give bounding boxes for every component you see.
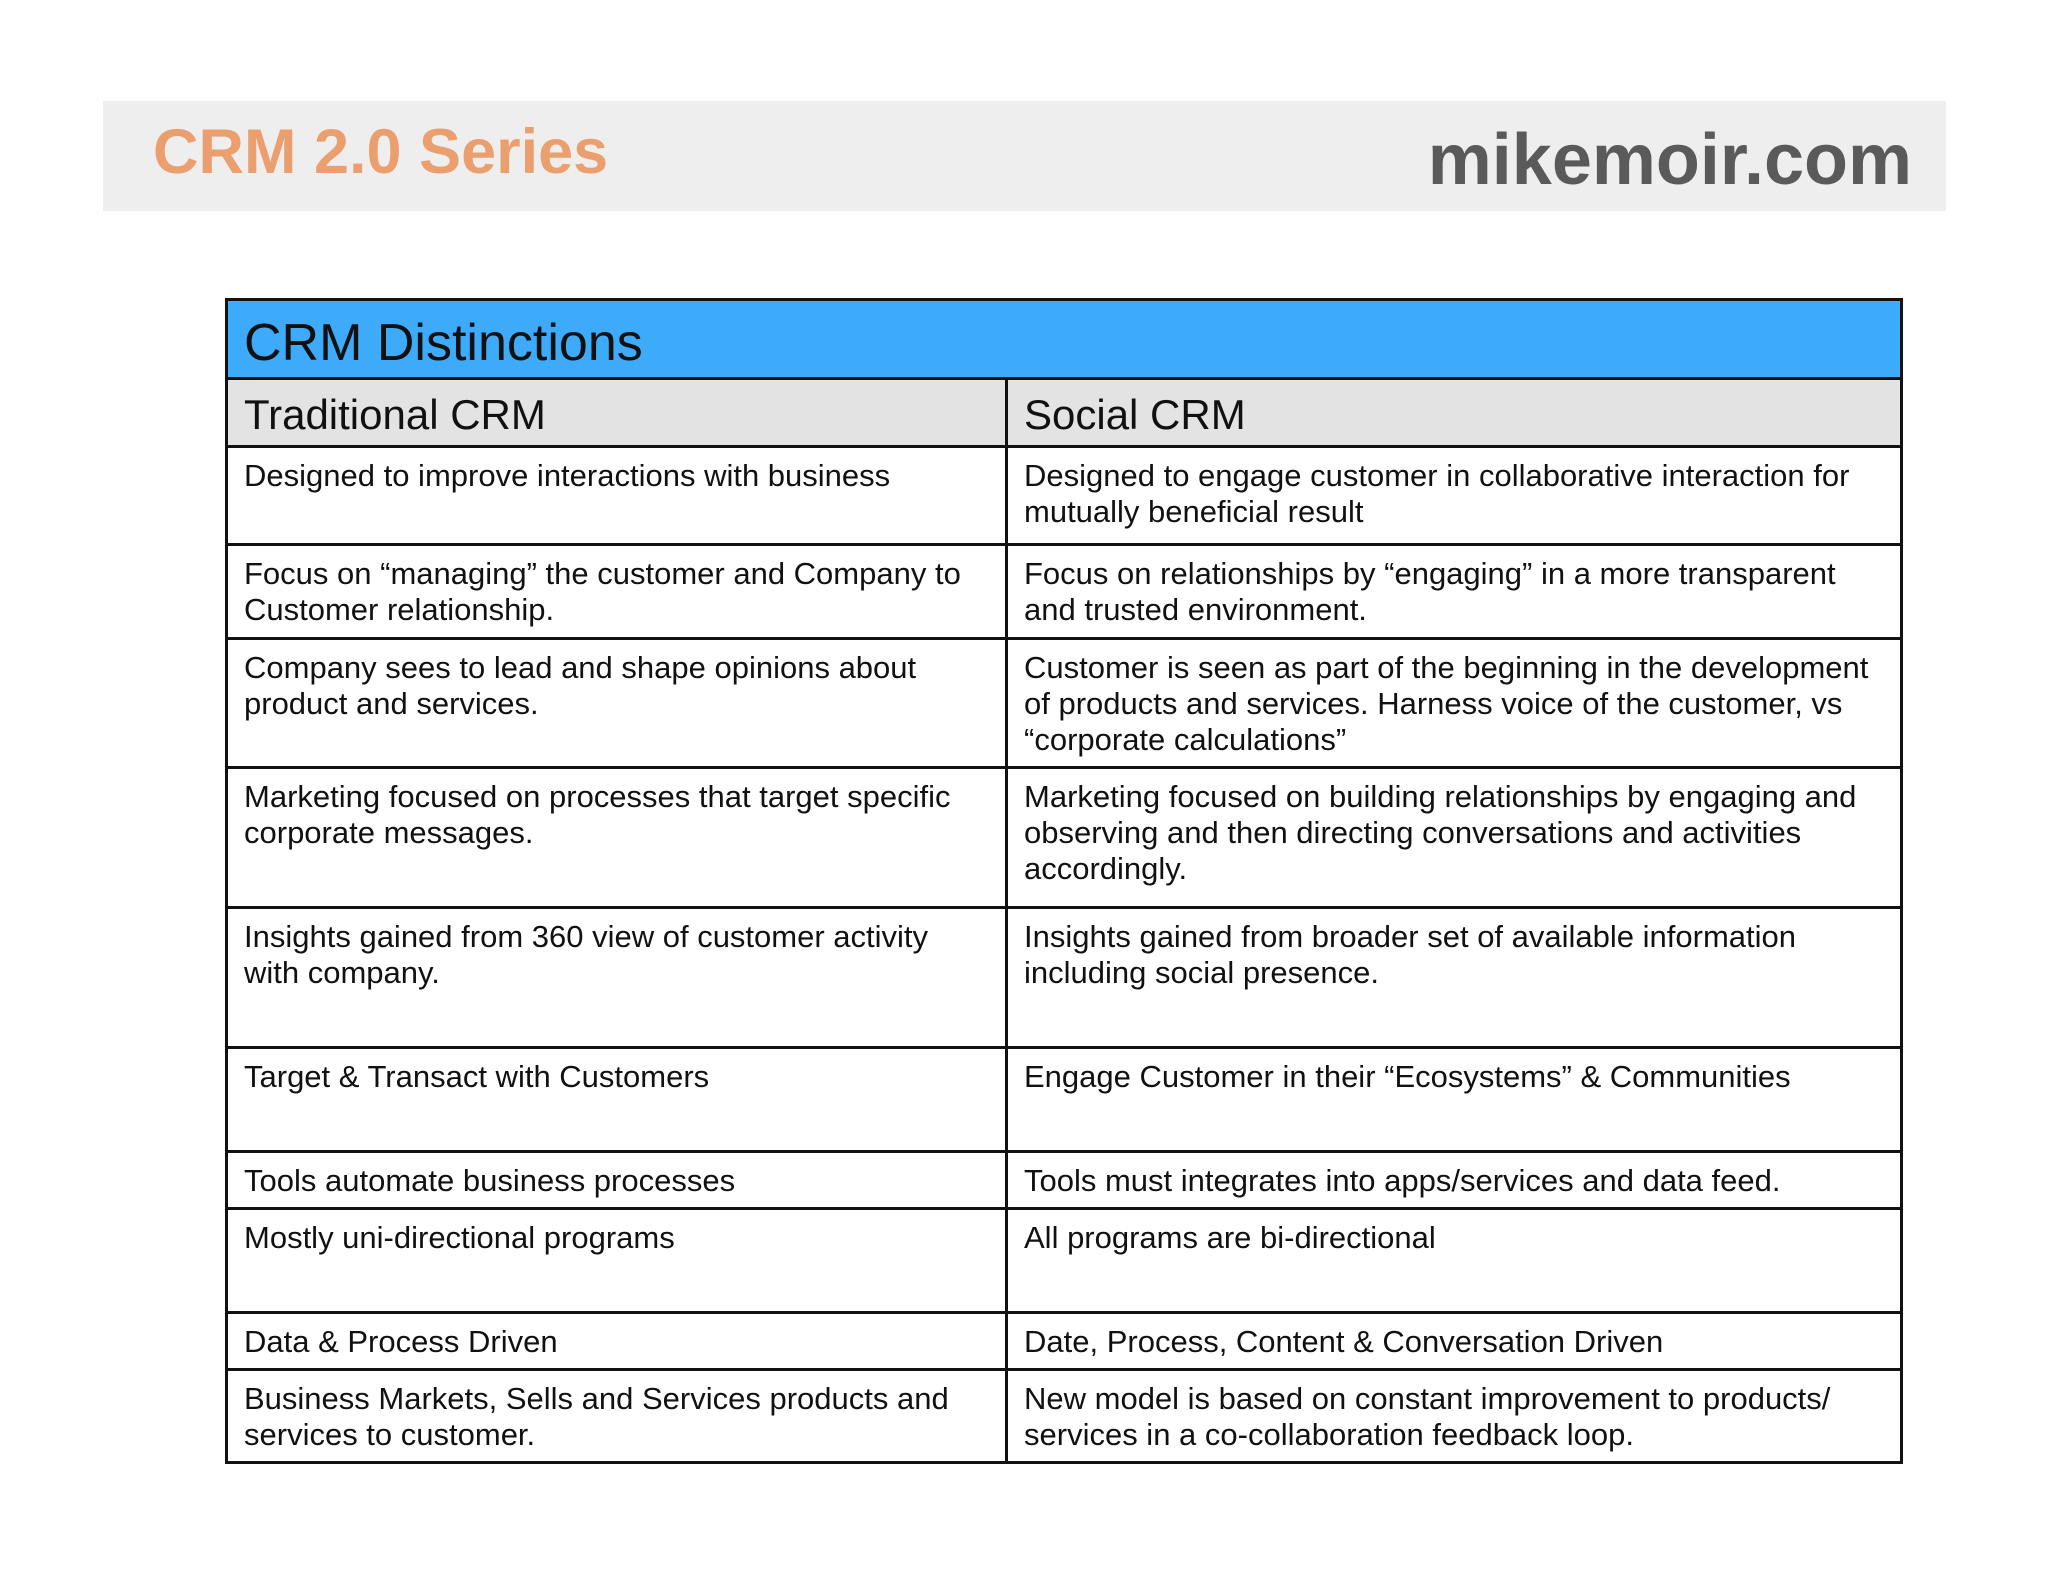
table-row (227, 639, 1902, 768)
table-row (227, 1313, 1902, 1370)
table-row (227, 545, 1902, 639)
social-cell: Insights gained from broader set of available information including social presence. (1007, 908, 1902, 1048)
traditional-cell: Tools automate business processes (227, 1152, 1007, 1209)
social-cell: Marketing focused on building relationships by engaging and observing and then directing conversations and activities accordingly. (1007, 768, 1902, 908)
social-cell: New model is based on constant improvement to products/ services in a co-collaboration feedback loop. (1007, 1370, 1902, 1463)
column-header-row (227, 379, 1902, 447)
table-row (227, 1048, 1902, 1152)
crm-distinctions-table (225, 298, 1903, 1464)
traditional-cell: Mostly uni-directional programs (227, 1209, 1007, 1313)
traditional-cell: Business Markets, Sells and Services products and services to customer. (227, 1370, 1007, 1463)
traditional-cell: Target & Transact with Customers (227, 1048, 1007, 1152)
social-cell: Engage Customer in their “Ecosystems” & Communities (1007, 1048, 1902, 1152)
social-cell: Designed to engage customer in collaborative interaction for mutually beneficial result (1007, 447, 1902, 545)
table-row (227, 1209, 1902, 1313)
traditional-cell: Focus on “managing” the customer and Company to Customer relationship. (227, 545, 1007, 639)
table-row (227, 447, 1902, 545)
table-title-row (227, 300, 1902, 379)
site-name: mikemoir.com (1427, 120, 1912, 200)
table-title: CRM Distinctions (227, 300, 1902, 379)
social-cell: Tools must integrates into apps/services and data feed. (1007, 1152, 1902, 1209)
table-row (227, 1370, 1902, 1463)
traditional-cell: Marketing focused on processes that target specific corporate messages. (227, 768, 1007, 908)
table-row (227, 908, 1902, 1048)
table-row (227, 768, 1902, 908)
traditional-cell: Insights gained from 360 view of customer activity with company. (227, 908, 1007, 1048)
traditional-cell: Company sees to lead and shape opinions about product and services. (227, 639, 1007, 768)
social-cell: All programs are bi-directional (1007, 1209, 1902, 1313)
series-title: CRM 2.0 Series (153, 117, 609, 187)
social-cell: Focus on relationships by “engaging” in a more transparent and trusted environment. (1007, 545, 1902, 639)
social-cell: Customer is seen as part of the beginning in the development of products and services. Harness voice of the customer, vs “corporate calculations” (1007, 639, 1902, 768)
column-header-traditional: Traditional CRM (227, 379, 1007, 447)
header-banner (103, 101, 1946, 211)
traditional-cell: Data & Process Driven (227, 1313, 1007, 1370)
traditional-cell: Designed to improve interactions with business (227, 447, 1007, 545)
social-cell: Date, Process, Content & Conversation Driven (1007, 1313, 1902, 1370)
column-header-social: Social CRM (1007, 379, 1902, 447)
table-row (227, 1152, 1902, 1209)
